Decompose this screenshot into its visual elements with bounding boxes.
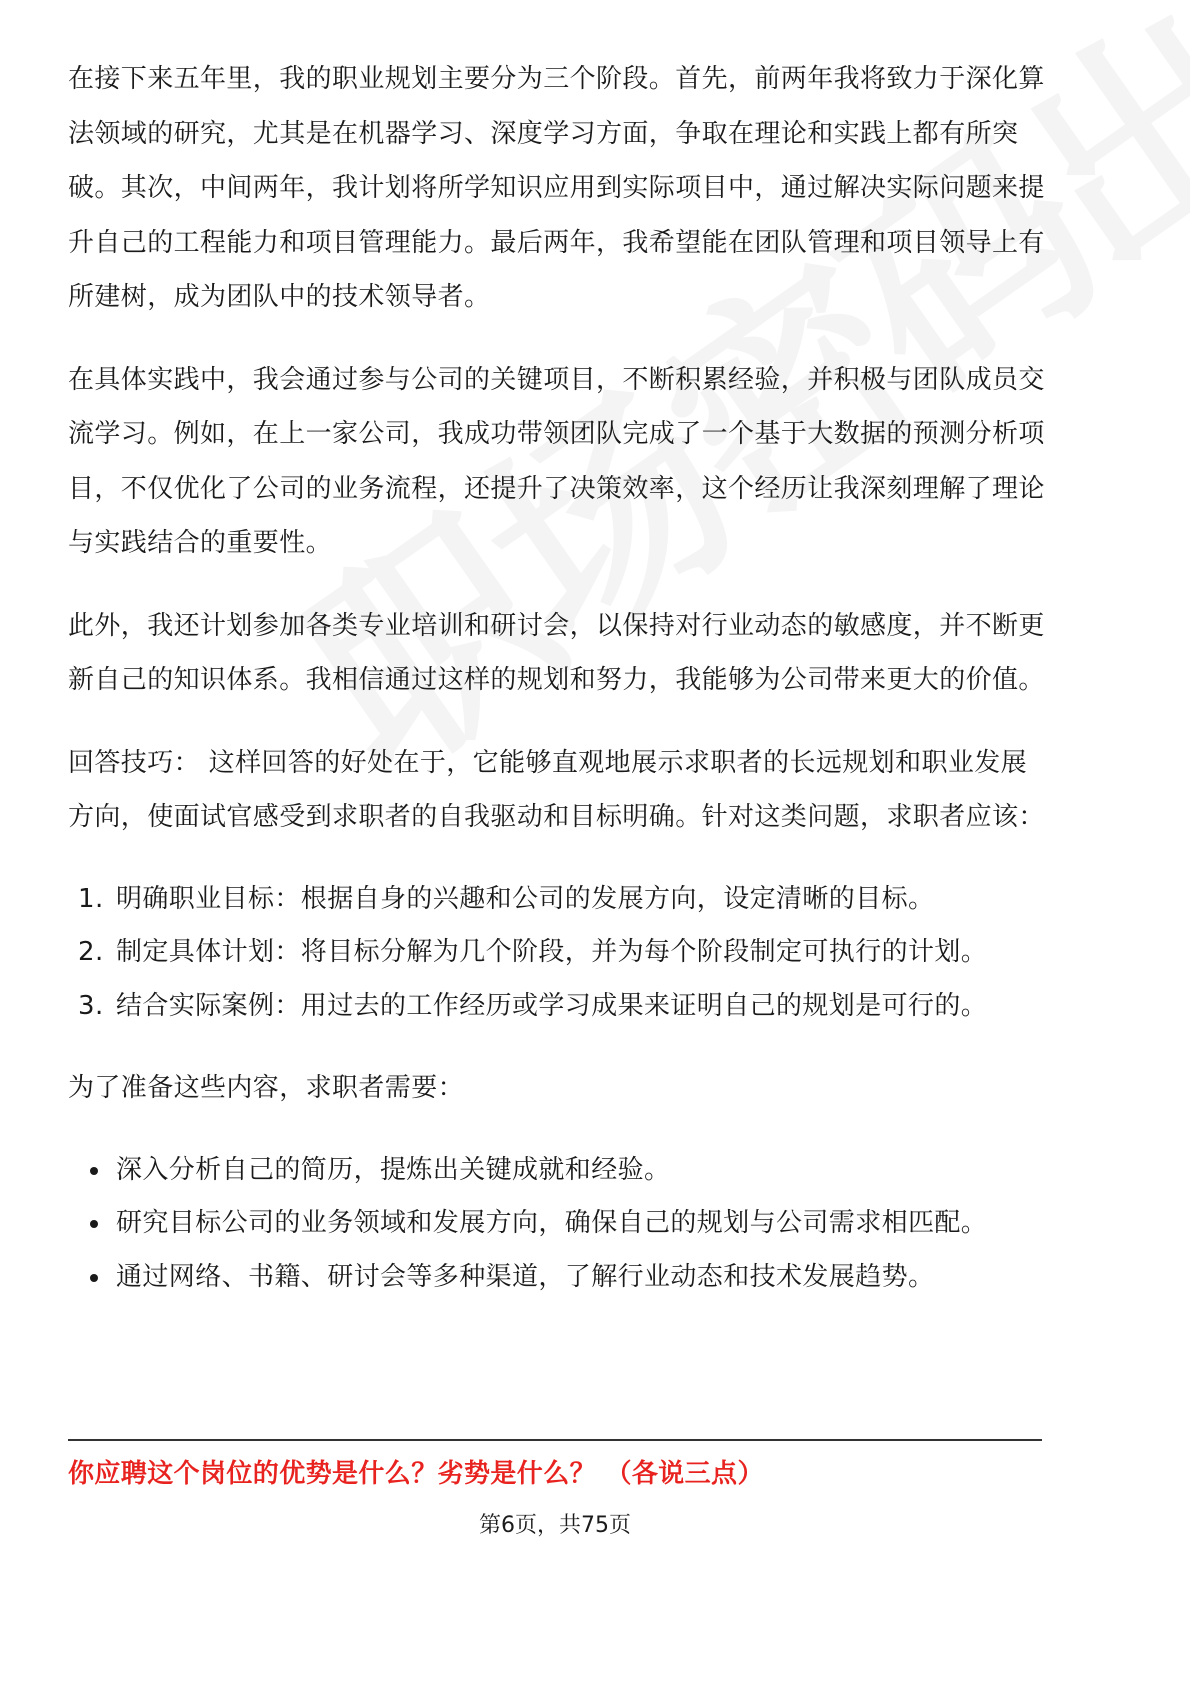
paragraph-prep-intro: 为了准备这些内容，求职者需要： <box>68 1073 465 1103</box>
prep-bullet-list <box>68 1144 1046 1305</box>
list-item-text: 制定具体计划：将目标分解为几个阶段，并为每个阶段制定可执行的计划。 <box>116 937 988 967</box>
list-item <box>68 1197 1046 1251</box>
paragraph-practice: 在具体实践中，我会通过参与公司的关键项目，不断积累经验，并积极与团队成员交流学习。例如，在上一家公司，我成功带领团队完成了一个基于大数据的预测分析项目，不仅优化了公司的业务流程，还提升了决策效率，这个经历让我深刻理解了理论与实践结合的重要性。 <box>68 364 1045 558</box>
paragraph-training: 此外，我还计划参加各类专业培训和研讨会，以保持对行业动态的敏感度，并不断更新自己的知识体系。我相信通过这样的规划和努力，我能够为公司带来更大的价值。 <box>68 610 1045 695</box>
list-item-text: 通过网络、书籍、研讨会等多种渠道，了解行业动态和技术发展趋势。 <box>116 1261 935 1292</box>
list-item-text: 研究目标公司的业务领域和发展方向，确保自己的规划与公司需求相匹配。 <box>116 1208 988 1238</box>
list-number: 1. <box>78 883 104 914</box>
paragraph-answer-tips: 回答技巧： 这样回答的好处在于，它能够直观地展示求职者的长远规划和职业发展方向，使面试官感受到求职者的自我驱动和目标明确。针对这类问题，求职者应该： <box>68 747 1045 832</box>
list-item-text: 深入分析自己的简历，提炼出关键成就和经验。 <box>116 1154 671 1185</box>
list-item <box>68 1144 1046 1198</box>
list-item <box>68 1251 1046 1305</box>
bullet-icon <box>90 1274 98 1282</box>
list-number: 2. <box>78 937 104 967</box>
list-item <box>68 873 1046 927</box>
page-number: 第6页，共75页 <box>479 1513 631 1538</box>
paragraph-career-plan: 在接下来五年里，我的职业规划主要分为三个阶段。首先，前两年我将致力于深化算法领域的研究，尤其是在机器学习、深度学习方面，争取在理论和实践上都有所突破。其次，中间两年，我计划将所学知识应用到实际项目中，通过解决实际问题来提升自己的工程能力和项目管理能力。最后两年，我希望能在团队管理和项目领导上有所建树，成为团队中的技术领导者。 <box>68 64 1045 312</box>
tips-numbered-list <box>68 873 1046 1034</box>
list-item <box>68 980 1046 1034</box>
list-item <box>68 926 1046 980</box>
list-number: 3. <box>78 990 104 1021</box>
document-body <box>68 52 1046 1332</box>
list-item-text: 明确职业目标：根据自身的兴趣和公司的发展方向，设定清晰的目标。 <box>116 883 935 914</box>
list-item-text: 结合实际案例：用过去的工作经历或学习成果来证明自己的规划是可行的。 <box>116 990 988 1021</box>
section-divider <box>68 1439 1042 1441</box>
next-question-heading: 你应聘这个岗位的优势是什么？劣势是什么？ （各说三点） <box>68 1459 764 1489</box>
bullet-icon <box>90 1167 98 1175</box>
bullet-icon <box>90 1220 98 1228</box>
